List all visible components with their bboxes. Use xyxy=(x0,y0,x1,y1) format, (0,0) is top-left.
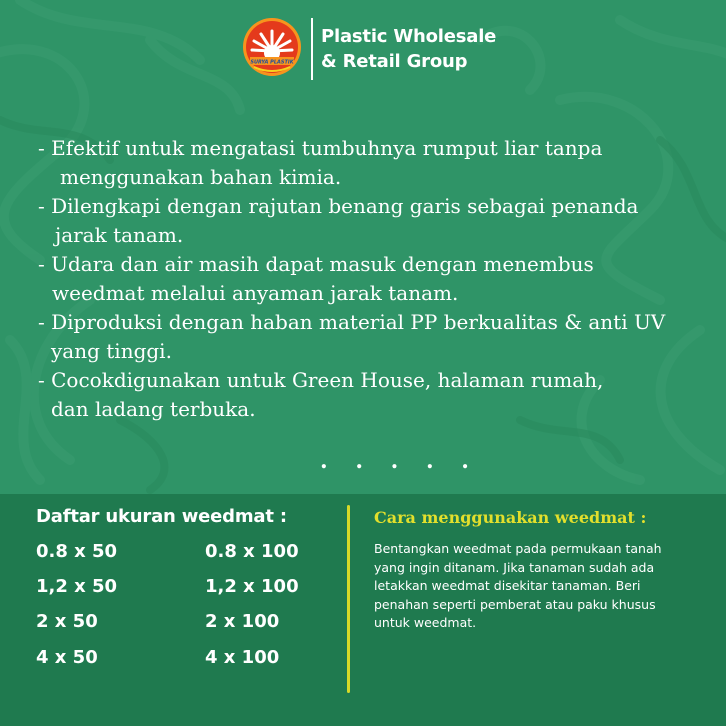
feature-list xyxy=(38,134,708,424)
feature-line: - Dilengkapi dengan rajutan benang garis sebagai penanda xyxy=(38,194,639,218)
feature-line-continued: jarak tanam. xyxy=(55,223,184,247)
howto-line: penahan seperti pemberat atau paku khusus xyxy=(374,596,656,612)
size-item: 1,2 x 50 xyxy=(36,576,118,597)
feature-line-continued: weedmat melalui anyaman jarak tanam. xyxy=(52,281,459,305)
company-line-1: Plastic Wholesale xyxy=(321,26,497,47)
feature-line: - Udara dan air masih dapat masuk dengan menembus xyxy=(38,252,594,276)
size-item: 2 x 100 xyxy=(205,611,280,632)
size-item: 0.8 x 100 xyxy=(205,541,299,562)
feature-line-continued: menggunakan bahan kimia. xyxy=(60,165,342,189)
size-item: 2 x 50 xyxy=(36,611,98,632)
sizes-title: Daftar ukuran weedmat : xyxy=(36,506,287,527)
header-divider xyxy=(311,18,313,80)
howto-title: Cara menggunakan weedmat : xyxy=(374,508,647,527)
section-divider xyxy=(347,505,350,693)
company-name xyxy=(321,24,496,74)
separator-dots: . . . . . xyxy=(320,448,479,474)
feature-item xyxy=(38,366,708,424)
howto-line: Bentangkan weedmat pada permukaan tanah xyxy=(374,541,662,556)
feature-line: - Cocokdigunakan untuk Green House, halaman rumah, xyxy=(38,368,604,392)
feature-item xyxy=(38,250,708,308)
howto-line: untuk weedmat. xyxy=(374,615,477,630)
size-item: 1,2 x 100 xyxy=(205,576,299,597)
feature-item xyxy=(38,308,708,366)
company-line-2: & Retail Group xyxy=(321,51,468,72)
surya-plastik-logo xyxy=(242,17,302,77)
size-item: 4 x 50 xyxy=(36,647,98,668)
howto-instructions xyxy=(374,540,714,633)
howto-line: yang ingin ditanam. Jika tanaman sudah ada xyxy=(374,559,655,575)
feature-line-continued: dan ladang terbuka. xyxy=(51,397,256,421)
svg-text:SURYA PLASTIK: SURYA PLASTIK xyxy=(250,59,294,66)
size-item: 4 x 100 xyxy=(205,647,280,668)
size-item: 0.8 x 50 xyxy=(36,541,118,562)
feature-line-continued: yang tinggi. xyxy=(51,339,172,363)
feature-item xyxy=(38,134,708,192)
feature-line: - Diproduksi dengan haban material PP berkualitas & anti UV xyxy=(38,310,666,334)
howto-line: letakkan weedmat disekitar tanaman. Beri xyxy=(374,578,641,593)
feature-line: - Efektif untuk mengatasi tumbuhnya rumput liar tanpa xyxy=(38,136,603,160)
feature-item xyxy=(38,192,708,250)
